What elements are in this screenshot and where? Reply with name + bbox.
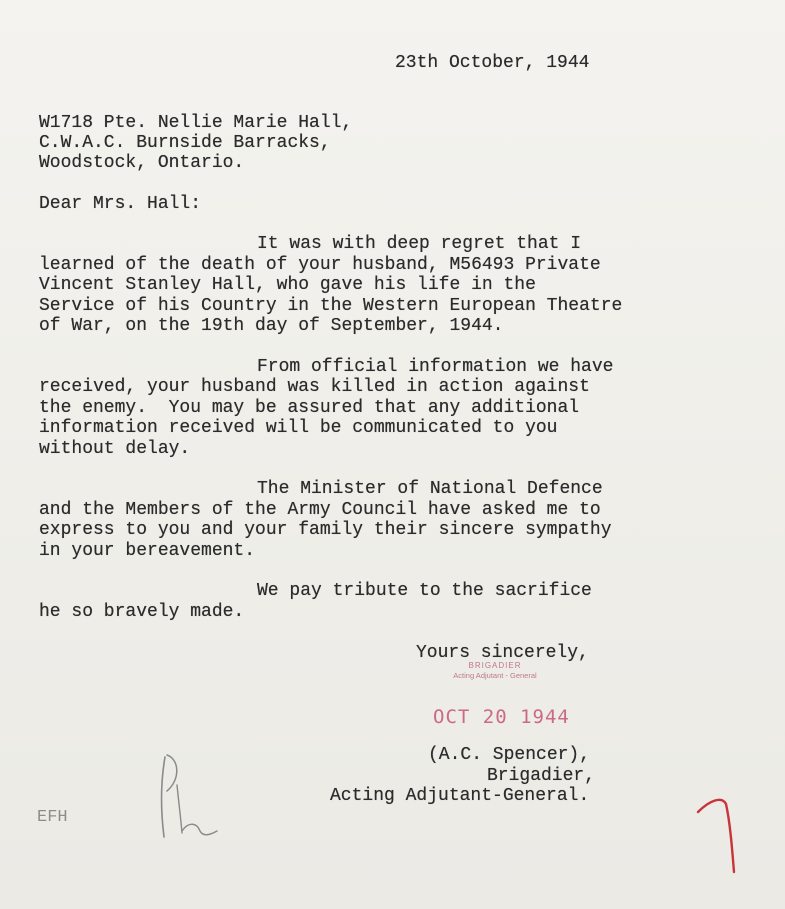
paragraph-3-line-2: and the Members of the Army Council have asked me to xyxy=(39,500,601,520)
paragraph-1-line-4: Service of his Country in the Western European Theatre xyxy=(39,296,623,316)
rank-stamp xyxy=(425,661,565,680)
paragraph-2-line-2: received, your husband was killed in action against xyxy=(39,377,590,397)
paragraph-3-line-4: in your bereavement. xyxy=(39,541,256,561)
paragraph-2-line-3: the enemy. You may be assured that any additional xyxy=(39,398,580,418)
address-line-3: Woodstock, Ontario. xyxy=(39,153,245,173)
paragraph-2-line-4: information received will be communicated to you xyxy=(39,418,558,438)
typist-initials: EFH xyxy=(37,808,68,827)
signature-title: Acting Adjutant-General. xyxy=(330,786,590,806)
salutation: Dear Mrs. Hall: xyxy=(39,194,202,214)
stamp-rank: BRIGADIER xyxy=(468,661,522,670)
signature-rank: Brigadier, xyxy=(487,766,596,786)
pencil-initial-mark xyxy=(155,745,225,845)
red-pencil-mark xyxy=(694,792,744,882)
received-date-stamp: OCT 20 1944 xyxy=(433,706,570,728)
closing: Yours sincerely, xyxy=(416,643,589,663)
paragraph-4-line-1: We pay tribute to the sacrifice xyxy=(257,581,592,601)
paragraph-1-line-2: learned of the death of your husband, M56493 Private xyxy=(39,255,601,275)
paragraph-3-line-1: The Minister of National Defence xyxy=(257,479,603,499)
address-line-2: C.W.A.C. Burnside Barracks, xyxy=(39,133,331,153)
paragraph-3-line-3: express to you and your family their sincere sympathy xyxy=(39,520,612,540)
letter-date: 23th October, 1944 xyxy=(395,53,590,73)
paragraph-4-line-2: he so bravely made. xyxy=(39,602,245,622)
paragraph-2-line-1: From official information we have xyxy=(257,357,614,377)
paragraph-1-line-1: It was with deep regret that I xyxy=(257,234,582,254)
address-line-1: W1718 Pte. Nellie Marie Hall, xyxy=(39,113,353,133)
stamp-title: Acting Adjutant - General xyxy=(453,671,537,680)
paragraph-2-line-5: without delay. xyxy=(39,439,191,459)
signature-name: (A.C. Spencer), xyxy=(428,745,591,765)
paragraph-1-line-3: Vincent Stanley Hall, who gave his life in the xyxy=(39,275,536,295)
paragraph-1-line-5: of War, on the 19th day of September, 1944. xyxy=(39,316,504,336)
